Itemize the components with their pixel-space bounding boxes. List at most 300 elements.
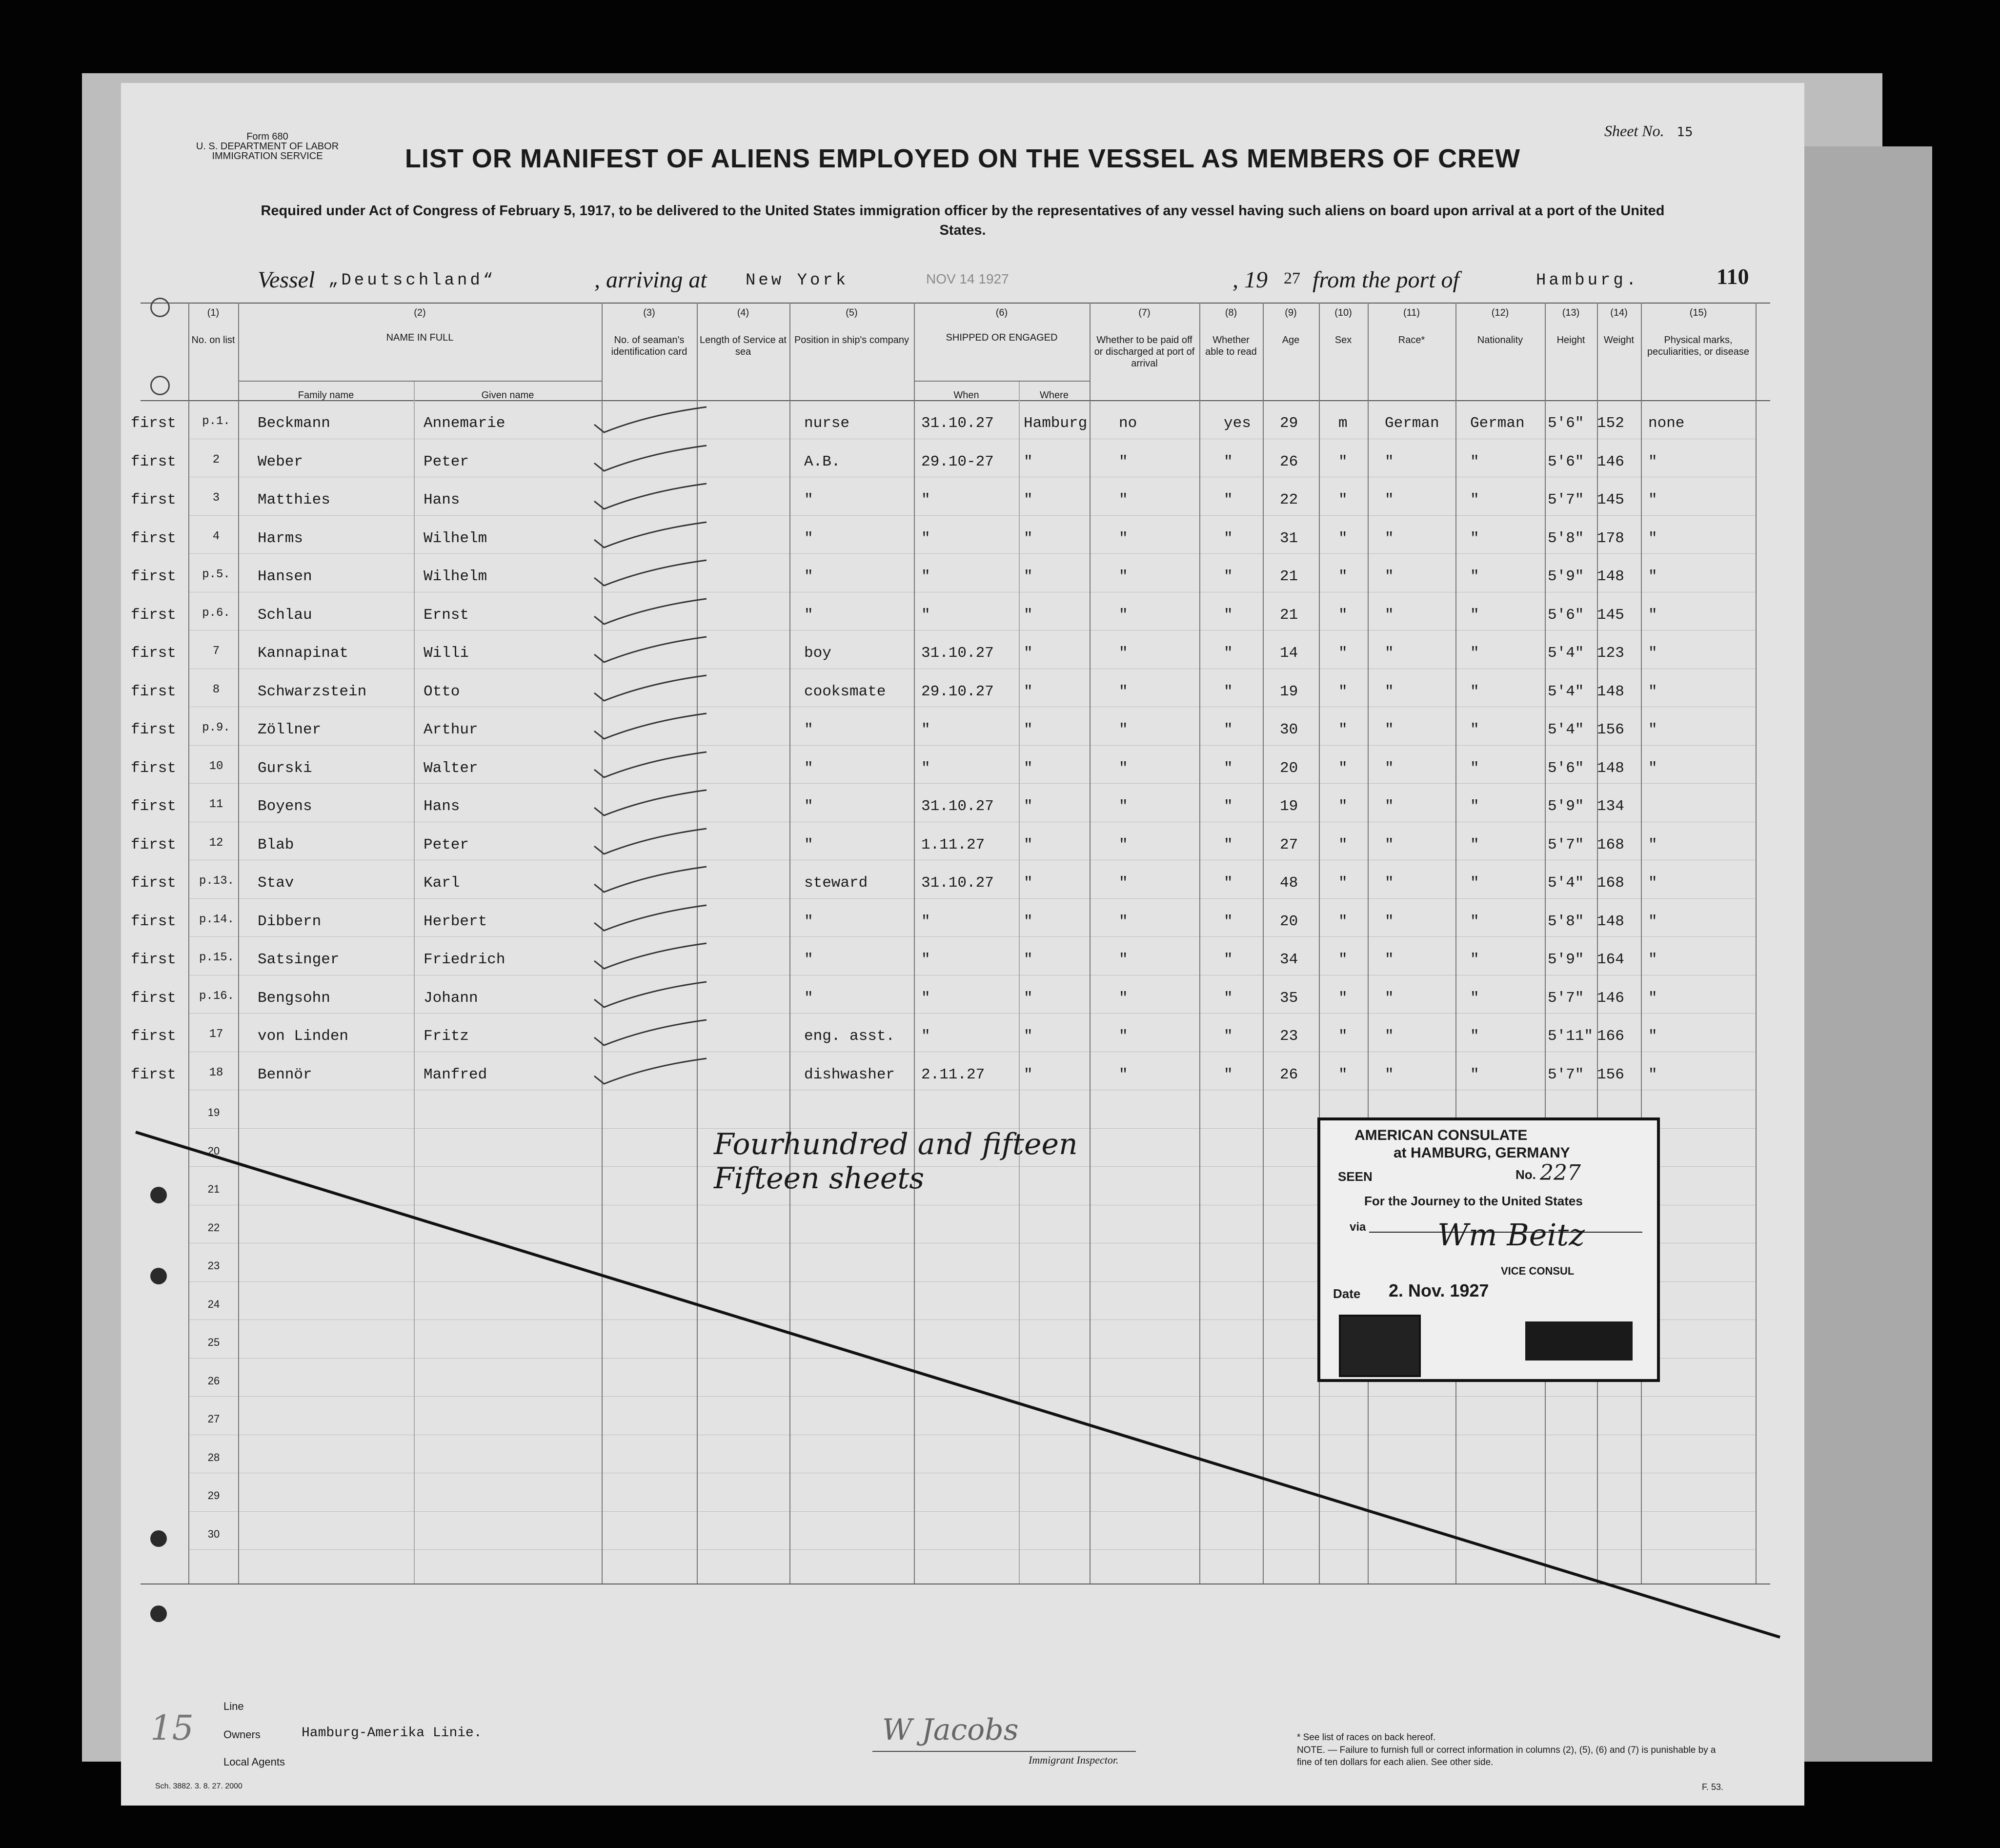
empty-row-number: 27 (207, 1413, 220, 1425)
shipped-when: " (921, 951, 930, 968)
sex: " (1338, 913, 1348, 930)
family-name: Gurski (258, 759, 312, 777)
sheet-value: 15 (1677, 125, 1693, 140)
position: " (804, 759, 813, 777)
list-number: 2 (212, 453, 220, 467)
nationality: " (1470, 453, 1479, 470)
race: " (1385, 798, 1394, 815)
able-to-read: " (1224, 951, 1233, 968)
able-to-read: " (1224, 683, 1233, 700)
margin-note: first (131, 951, 177, 968)
given-name: Hans (424, 491, 460, 508)
list-number: p.15. (199, 951, 235, 964)
weight: 156 (1597, 721, 1624, 738)
height: 5'9" (1548, 798, 1584, 815)
age: 21 (1280, 568, 1298, 585)
given-name: Herbert (424, 913, 487, 930)
weight: 166 (1597, 1028, 1624, 1045)
margin-note: first (131, 989, 177, 1007)
race: " (1385, 913, 1394, 930)
column-number: (14) (1610, 307, 1628, 318)
sex: " (1338, 721, 1348, 738)
empty-row-number: 20 (207, 1144, 220, 1157)
family-name: von Linden (258, 1028, 349, 1045)
physical-marks: " (1648, 1028, 1657, 1045)
height: 5'6" (1548, 759, 1584, 777)
able-to-read: " (1224, 568, 1233, 585)
paid-off: " (1119, 568, 1128, 585)
position: " (804, 568, 813, 585)
position: " (804, 836, 813, 853)
date-stamp: NOV 14 1927 (926, 271, 1009, 286)
nationality: " (1470, 683, 1479, 700)
weight: 152 (1597, 415, 1624, 432)
paid-off: " (1119, 989, 1128, 1007)
handwritten-line-2: Fifteen sheets (714, 1161, 925, 1196)
column-label: Whether able to read (1205, 335, 1257, 357)
fee-stamp-right (1525, 1321, 1633, 1361)
position: " (804, 721, 813, 738)
age: 35 (1280, 989, 1298, 1007)
stamp-date-label: Date (1333, 1286, 1361, 1301)
sex: " (1338, 645, 1348, 662)
race: " (1385, 529, 1394, 547)
sex: " (1338, 951, 1348, 968)
race-note: * See list of races on back hereof. (1297, 1732, 1436, 1743)
shipped-where: " (1024, 759, 1033, 777)
weight: 148 (1597, 759, 1624, 777)
height: 5'4" (1548, 721, 1584, 738)
column-sublabel: Family name (298, 390, 354, 401)
nationality: " (1470, 913, 1479, 930)
weight: 156 (1597, 1066, 1624, 1083)
paid-off: " (1119, 874, 1128, 892)
position: " (804, 989, 813, 1007)
list-number: 17 (209, 1028, 223, 1041)
shipped-where: " (1024, 491, 1033, 508)
paid-off: " (1119, 683, 1128, 700)
race: " (1385, 721, 1394, 738)
stamp-vice-consul: VICE CONSUL (1501, 1265, 1575, 1277)
stamp-line1: AMERICAN CONSULATE (1354, 1127, 1528, 1143)
able-to-read: " (1224, 721, 1233, 738)
list-number: 3 (212, 491, 220, 505)
race: " (1385, 683, 1394, 700)
position: A.B. (804, 453, 841, 470)
sex: m (1338, 415, 1348, 432)
paid-off: " (1119, 1028, 1128, 1045)
margin-note: first (131, 491, 177, 508)
given-name: Manfred (424, 1066, 487, 1083)
physical-marks: " (1648, 645, 1657, 662)
department-name: U. S. DEPARTMENT OF LABOR (196, 141, 339, 152)
physical-marks: " (1648, 874, 1657, 892)
column-label: SHIPPED OR ENGAGED (946, 332, 1058, 343)
weight: 145 (1597, 491, 1624, 508)
position: cooksmate (804, 683, 886, 700)
position: " (804, 491, 813, 508)
weight: 146 (1597, 453, 1624, 470)
weight: 146 (1597, 989, 1624, 1007)
physical-marks: " (1648, 989, 1657, 1007)
sex: " (1338, 683, 1348, 700)
margin-note: first (131, 913, 177, 930)
margin-note: first (131, 529, 177, 547)
able-to-read: " (1224, 874, 1233, 892)
shipped-when: " (921, 913, 930, 930)
weight: 168 (1597, 874, 1624, 892)
empty-row-number: 19 (207, 1106, 220, 1118)
shipped-when: 2.11.27 (921, 1066, 985, 1083)
sex: " (1338, 989, 1348, 1007)
race: German (1385, 415, 1439, 432)
column-number: (6) (995, 307, 1008, 318)
sex: " (1338, 759, 1348, 777)
column-number: (4) (737, 307, 749, 318)
physical-marks: " (1648, 836, 1657, 853)
shipped-when: 29.10.27 (921, 683, 994, 700)
shipped-where: " (1024, 721, 1033, 738)
given-name: Walter (424, 759, 478, 777)
able-to-read: " (1224, 453, 1233, 470)
vessel-name: „Deutschland“ (328, 271, 496, 290)
empty-row-number: 29 (207, 1489, 220, 1502)
list-number: 4 (212, 529, 220, 543)
paid-off: " (1119, 721, 1128, 738)
shipped-where: " (1024, 1028, 1033, 1045)
sex: " (1338, 874, 1348, 892)
able-to-read: " (1224, 491, 1233, 508)
nationality: " (1470, 798, 1479, 815)
column-label: Physical marks, peculiarities, or disease (1647, 335, 1749, 357)
shipped-where: " (1024, 874, 1033, 892)
paid-off: " (1119, 645, 1128, 662)
paid-off: " (1119, 836, 1128, 853)
race: " (1385, 606, 1394, 624)
paid-off: no (1119, 415, 1137, 432)
paid-off: " (1119, 759, 1128, 777)
margin-note: first (131, 1066, 177, 1083)
margin-note: first (131, 453, 177, 470)
age: 14 (1280, 645, 1298, 662)
column-number: (8) (1225, 307, 1237, 318)
shipped-when: " (921, 529, 930, 547)
weight: 148 (1597, 913, 1624, 930)
column-label: NAME IN FULL (386, 332, 454, 343)
nationality: " (1470, 606, 1479, 624)
shipped-when: 31.10.27 (921, 874, 994, 892)
physical-marks: " (1648, 1066, 1657, 1083)
paid-off: " (1119, 951, 1128, 968)
shipped-where: " (1024, 836, 1033, 853)
age: 20 (1280, 913, 1298, 930)
binder-hole (150, 298, 170, 317)
physical-marks: " (1648, 951, 1657, 968)
height: 5'8" (1548, 529, 1584, 547)
margin-note: first (131, 721, 177, 738)
shipped-when: " (921, 1028, 930, 1045)
age: 29 (1280, 415, 1298, 432)
family-name: Blab (258, 836, 294, 853)
empty-row-number: 28 (207, 1451, 220, 1463)
race: " (1385, 453, 1394, 470)
height: 5'7" (1548, 989, 1584, 1007)
binder-hole (150, 1268, 167, 1284)
given-name: Ernst (424, 606, 469, 624)
family-name: Hansen (258, 568, 312, 585)
race: " (1385, 951, 1394, 968)
family-name: Kannapinat (258, 645, 349, 662)
height: 5'7" (1548, 491, 1584, 508)
able-to-read: yes (1224, 415, 1251, 432)
margin-note: first (131, 836, 177, 853)
family-name: Boyens (258, 798, 312, 815)
family-name: Zöllner (258, 721, 322, 738)
column-number: (15) (1689, 307, 1707, 318)
column-label: No. of seaman's identification card (611, 335, 687, 357)
height: 5'4" (1548, 645, 1584, 662)
binder-hole (150, 376, 170, 395)
paid-off: " (1119, 798, 1128, 815)
column-label: Length of Service at sea (700, 335, 787, 357)
paid-off: " (1119, 529, 1128, 547)
age: 26 (1280, 453, 1298, 470)
height: 5'11" (1548, 1028, 1594, 1045)
empty-row-number: 30 (207, 1527, 220, 1540)
margin-note: first (131, 606, 177, 624)
shipped-where: " (1024, 1066, 1033, 1083)
able-to-read: " (1224, 1066, 1233, 1083)
age: 30 (1280, 721, 1298, 738)
height: 5'6" (1548, 453, 1584, 470)
column-label: Weight (1604, 335, 1634, 345)
arriving-label: , arriving at (594, 267, 707, 293)
paid-off: " (1119, 913, 1128, 930)
height: 5'7" (1548, 1066, 1584, 1083)
age: 19 (1280, 683, 1298, 700)
manifest-page (121, 83, 1804, 1806)
column-number: (1) (207, 307, 220, 318)
form-code: F. 53. (1702, 1782, 1724, 1792)
shipped-where: " (1024, 606, 1033, 624)
cancel-line (121, 83, 1804, 1806)
shipped-where: " (1024, 951, 1033, 968)
print-code: Sch. 3882. 3. 8. 27. 2000 (155, 1782, 242, 1790)
height: 5'6" (1548, 606, 1584, 624)
sex: " (1338, 1066, 1348, 1083)
position: steward (804, 874, 868, 892)
list-number: p.6. (202, 606, 230, 620)
physical-marks: " (1648, 529, 1657, 547)
nationality: " (1470, 529, 1479, 547)
given-name: Wilhelm (424, 529, 487, 547)
list-number: 11 (209, 798, 223, 811)
margin-note: first (131, 759, 177, 777)
shipped-where: " (1024, 568, 1033, 585)
form-number: Form 680 (246, 131, 288, 142)
stamp-line2: at HAMBURG, GERMANY (1394, 1145, 1570, 1161)
able-to-read: " (1224, 836, 1233, 853)
height: 5'4" (1548, 874, 1584, 892)
physical-marks: " (1648, 683, 1657, 700)
sex: " (1338, 606, 1348, 624)
shipped-when: " (921, 606, 930, 624)
vessel-label: Vessel (258, 267, 315, 293)
position: " (804, 798, 813, 815)
list-number: 12 (209, 836, 223, 850)
nationality: " (1470, 1028, 1479, 1045)
inspector-label: Immigrant Inspector. (1029, 1754, 1119, 1766)
family-name: Bennör (258, 1066, 312, 1083)
owners-value: Hamburg-Amerika Linie. (302, 1726, 482, 1741)
shipped-when: " (921, 491, 930, 508)
family-name: Harms (258, 529, 303, 547)
list-number: 7 (212, 645, 220, 658)
column-number: (5) (846, 307, 858, 318)
consulate-stamp (1317, 1117, 1660, 1382)
able-to-read: " (1224, 606, 1233, 624)
weight: 168 (1597, 836, 1624, 853)
margin-note: first (131, 1028, 177, 1045)
height: 5'9" (1548, 568, 1584, 585)
height: 5'7" (1548, 836, 1584, 853)
position: " (804, 913, 813, 930)
handwritten-line-1: Fourhundred and fifteen (714, 1127, 1078, 1161)
sex: " (1338, 453, 1348, 470)
column-number: (10) (1334, 307, 1352, 318)
column-sublabel: When (953, 390, 979, 401)
nationality: " (1470, 874, 1479, 892)
stamp-via-label: via (1350, 1220, 1366, 1234)
inspector-line (872, 1751, 1136, 1752)
family-name: Satsinger (258, 951, 340, 968)
given-name: Friedrich (424, 951, 505, 968)
margin-note: first (131, 645, 177, 662)
given-name: Johann (424, 989, 478, 1007)
sex: " (1338, 568, 1348, 585)
race: " (1385, 645, 1394, 662)
able-to-read: " (1224, 913, 1233, 930)
weight: 164 (1597, 951, 1624, 968)
nationality: German (1470, 415, 1525, 432)
column-number: (12) (1491, 307, 1509, 318)
paid-off: " (1119, 491, 1128, 508)
weight: 145 (1597, 606, 1624, 624)
physical-marks: " (1648, 721, 1657, 738)
column-number: (3) (643, 307, 655, 318)
list-number: p.9. (202, 721, 230, 734)
family-name: Stav (258, 874, 294, 892)
able-to-read: " (1224, 529, 1233, 547)
stamp-no-value: 227 (1540, 1160, 1581, 1185)
shipped-when: " (921, 989, 930, 1007)
family-name: Schlau (258, 606, 312, 624)
nationality: " (1470, 491, 1479, 508)
fine-note: NOTE. — Failure to furnish full or correct information in columns (2), (5), (6) and (7) is punishable by a fine of ten dollars for each alien. See other side. (1297, 1745, 1716, 1767)
given-name: Annemarie (424, 415, 505, 432)
able-to-read: " (1224, 1028, 1233, 1045)
family-name: Weber (258, 453, 303, 470)
able-to-read: " (1224, 759, 1233, 777)
column-number: (11) (1403, 307, 1420, 318)
weight: 148 (1597, 683, 1624, 700)
given-name: Hans (424, 798, 460, 815)
shipped-when: 1.11.27 (921, 836, 985, 853)
shipped-when: 31.10.27 (921, 415, 994, 432)
weight: 134 (1597, 798, 1624, 815)
paid-off: " (1119, 1066, 1128, 1083)
fee-stamp-left (1339, 1315, 1421, 1377)
position: eng. asst. (804, 1028, 895, 1045)
column-label: Position in ship's company (794, 335, 909, 345)
race: " (1385, 989, 1394, 1007)
weight: 178 (1597, 529, 1624, 547)
shipped-where: " (1024, 989, 1033, 1007)
agents-label: Local Agents (223, 1756, 285, 1768)
race: " (1385, 568, 1394, 585)
family-name: Beckmann (258, 415, 330, 432)
nationality: " (1470, 989, 1479, 1007)
physical-marks: " (1648, 606, 1657, 624)
list-number: p.5. (202, 568, 230, 581)
physical-marks: " (1648, 453, 1657, 470)
list-number: p.14. (199, 913, 235, 926)
column-label: No. on list (191, 335, 235, 345)
sex: " (1338, 491, 1348, 508)
position: " (804, 606, 813, 624)
weight: 123 (1597, 645, 1624, 662)
able-to-read: " (1224, 645, 1233, 662)
column-label: Height (1556, 335, 1585, 345)
stamp-seen-label: SEEN (1338, 1169, 1373, 1184)
shipped-when: 31.10.27 (921, 645, 994, 662)
paid-off: " (1119, 606, 1128, 624)
from-label: from the port of (1313, 267, 1459, 293)
physical-marks: " (1648, 491, 1657, 508)
nationality: " (1470, 568, 1479, 585)
position: " (804, 951, 813, 968)
binder-hole (150, 1187, 167, 1203)
shipped-where: " (1024, 683, 1033, 700)
family-name: Matthies (258, 491, 330, 508)
sex: " (1338, 798, 1348, 815)
page-subtitle: Required under Act of Congress of February 5, 1917, to be delivered to the United States immigration officer by the representatives of any vessel having such aliens on board upon arrival at a port of the United States. (261, 203, 1665, 238)
sheet-margin-number: 15 (150, 1708, 194, 1748)
weight: 148 (1597, 568, 1624, 585)
list-number: p.1. (202, 415, 230, 428)
age: 21 (1280, 606, 1298, 624)
race: " (1385, 759, 1394, 777)
position: nurse (804, 415, 850, 432)
shipped-where: " (1024, 798, 1033, 815)
sheet-label: Sheet No. (1604, 122, 1664, 140)
height: 5'8" (1548, 913, 1584, 930)
physical-marks: " (1648, 913, 1657, 930)
sex: " (1338, 529, 1348, 547)
line-label: Line (223, 1700, 244, 1712)
empty-row-number: 22 (207, 1221, 220, 1234)
physical-marks: none (1648, 415, 1685, 432)
physical-marks: " (1648, 759, 1657, 777)
race: " (1385, 491, 1394, 508)
given-name: Otto (424, 683, 460, 700)
margin-note: first (131, 798, 177, 815)
margin-note: first (131, 415, 177, 432)
race: " (1385, 874, 1394, 892)
column-sublabel: Where (1040, 390, 1069, 401)
column-number: (13) (1562, 307, 1580, 318)
service-name: IMMIGRATION SERVICE (212, 151, 323, 162)
